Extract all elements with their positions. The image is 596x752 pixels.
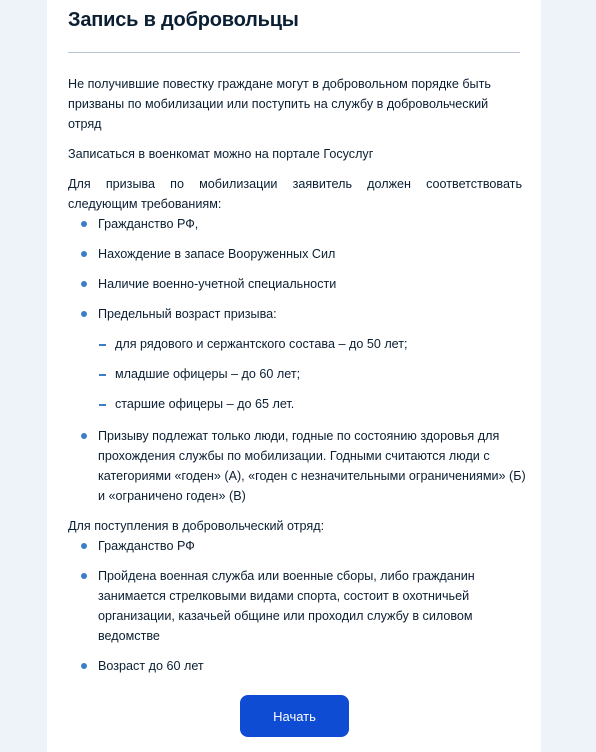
- list-item: Призыву подлежат только люди, годные по состоянию здоровья для прохождения службы по мобилизации. Годными считаются люди с категориями «годен» (А), «годен с незначительными ограничениями» (Б) и «ограничено годен» (В): [98, 426, 526, 506]
- list-item: Наличие военно-учетной специальности: [98, 274, 526, 294]
- list-item: Гражданство РФ,: [98, 214, 526, 234]
- title-divider: [68, 52, 520, 53]
- list-item: Возраст до 60 лет: [98, 656, 526, 676]
- start-button[interactable]: Начать: [240, 695, 349, 737]
- age-limit-item: младшие офицеры – до 60 лет;: [115, 364, 515, 384]
- volunteer-heading: Для поступления в добровольческий отряд:: [68, 519, 325, 533]
- list-item: Предельный возраст призыва:: [98, 304, 526, 324]
- portal-note: Записаться в военкомат можно на портале Госуслуг: [68, 147, 374, 161]
- mobilization-heading: Для призыва по мобилизации заявитель должен соответствовать следующим требованиям:: [68, 177, 522, 211]
- age-limit-item: старшие офицеры – до 65 лет.: [115, 394, 515, 414]
- list-item: Пройдена военная служба или военные сборы, либо гражданин занимается стрелковыми видами спорта, состоит в охотничьей организации, казачьей общине или проходил службу в силовом ведомстве: [98, 566, 526, 646]
- intro-text: Не получившие повестку граждане могут в добровольном порядке быть призваны по мобилизации или поступить на службу в добровольческий отряд: [68, 77, 491, 131]
- list-item: Гражданство РФ: [98, 536, 526, 556]
- page-title: Запись в добровольцы: [68, 9, 299, 31]
- list-item: Нахождение в запасе Вооруженных Сил: [98, 244, 526, 264]
- age-limit-item: для рядового и сержантского состава – до 50 лет;: [115, 334, 515, 354]
